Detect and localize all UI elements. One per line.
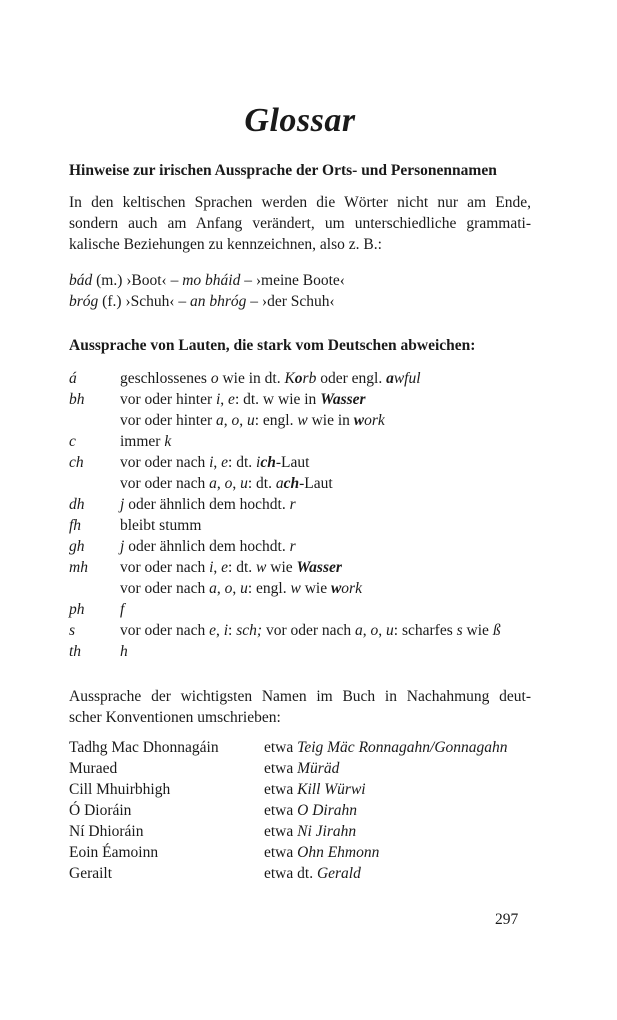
sound-text: : dt. bbox=[247, 475, 276, 492]
sound-text: , bbox=[213, 559, 222, 576]
name-pronunciation bbox=[264, 821, 531, 842]
sound-text: i bbox=[223, 622, 229, 639]
sound-text: u bbox=[240, 580, 248, 597]
pronunciation-prefix: etwa bbox=[264, 781, 298, 798]
sound-text: a bbox=[355, 622, 363, 639]
sound-description bbox=[120, 389, 531, 410]
irish-name: Eoin Éamoinn bbox=[69, 844, 159, 861]
name-pronunciation bbox=[264, 779, 531, 800]
sound-letter: th bbox=[69, 643, 82, 660]
example-form: an bhróg bbox=[189, 293, 247, 310]
sound-text: K bbox=[284, 370, 295, 387]
sound-text: vor oder nach bbox=[120, 475, 210, 492]
name-row bbox=[69, 800, 531, 821]
sound-text: r bbox=[289, 496, 296, 513]
sound-text: s bbox=[456, 622, 463, 639]
sound-text: oder ähnlich dem hochdt. bbox=[124, 496, 290, 513]
name-row bbox=[69, 863, 531, 884]
intro-line: kalische Beziehungen zu kennzeichnen, also z. B.: bbox=[69, 236, 382, 253]
sound-row bbox=[69, 494, 531, 515]
sound-text: -Laut bbox=[299, 475, 333, 492]
sound-text: wful bbox=[393, 370, 421, 387]
sound-row bbox=[69, 536, 531, 557]
name-row bbox=[69, 842, 531, 863]
pronunciation-prefix: etwa bbox=[264, 844, 298, 861]
sound-text: : scharfes bbox=[393, 622, 457, 639]
sound-text: , bbox=[232, 475, 241, 492]
sound-text: j bbox=[120, 496, 125, 513]
sound-description bbox=[120, 410, 531, 431]
sound-description bbox=[120, 515, 531, 536]
example-line bbox=[69, 270, 345, 291]
sound-text: Wasser bbox=[320, 391, 366, 408]
sound-text: a bbox=[209, 475, 217, 492]
sound-text: u bbox=[246, 412, 255, 429]
sound-letter bbox=[69, 410, 120, 431]
sound-row bbox=[69, 368, 531, 389]
sound-text: o bbox=[224, 580, 233, 597]
sound-text: wie bbox=[462, 622, 493, 639]
sound-description bbox=[120, 557, 531, 578]
sound-text: ork bbox=[364, 412, 385, 429]
sound-text: e bbox=[221, 454, 229, 471]
irish-name: Cill Mhuirbhigh bbox=[69, 781, 171, 798]
sound-text: vor oder nach bbox=[120, 454, 210, 471]
example-word: bróg bbox=[69, 293, 99, 310]
sound-text: a bbox=[275, 475, 284, 492]
sound-text: geschlossenes bbox=[120, 370, 211, 387]
pronunciation-prefix: etwa bbox=[264, 802, 298, 819]
sound-text: wie in dt. bbox=[218, 370, 285, 387]
sound-text: : engl. bbox=[247, 580, 291, 597]
pronunciation-text: O Dirahn bbox=[297, 802, 357, 819]
sound-letter: á bbox=[69, 370, 77, 387]
sound-description bbox=[120, 620, 531, 641]
sound-text: vor oder nach bbox=[120, 622, 210, 639]
sound-letter: gh bbox=[69, 538, 85, 555]
sound-text: , bbox=[223, 412, 232, 429]
sound-text: o bbox=[231, 412, 240, 429]
sound-text: wie bbox=[300, 580, 331, 597]
sound-text: e bbox=[209, 622, 216, 639]
example-meaning: – ›meine Boote‹ bbox=[240, 272, 345, 289]
sound-text: Wasser bbox=[296, 559, 342, 576]
pronunciation-text: Gerald bbox=[316, 865, 361, 882]
sound-text: ch bbox=[260, 454, 276, 471]
pronunciation-text: Ohn Ehmonn bbox=[297, 844, 380, 861]
sound-text: , bbox=[216, 475, 225, 492]
sound-letter: s bbox=[69, 622, 76, 639]
sound-letter: c bbox=[69, 433, 76, 450]
sound-text: w bbox=[256, 559, 267, 576]
sound-text: wie in bbox=[307, 412, 354, 429]
pronunciation-text: Ni Jirahn bbox=[297, 823, 357, 840]
example-gloss: (m.) ›Boot‹ – bbox=[92, 272, 183, 289]
sound-letter: dh bbox=[69, 496, 85, 513]
sound-text: : engl. bbox=[254, 412, 298, 429]
name-row bbox=[69, 821, 531, 842]
sound-text: j bbox=[120, 538, 125, 555]
sound-description bbox=[120, 494, 531, 515]
sound-text: u bbox=[240, 475, 248, 492]
sound-text: ork bbox=[341, 580, 362, 597]
sound-row bbox=[69, 578, 531, 599]
sound-description bbox=[120, 536, 531, 557]
sound-text: u bbox=[386, 622, 394, 639]
page-title: Glossar bbox=[244, 102, 356, 139]
sound-text: bleibt stumm bbox=[120, 517, 202, 534]
sound-text: vor oder nach bbox=[120, 559, 210, 576]
name-pronunciation bbox=[264, 800, 531, 821]
sound-text: , bbox=[213, 454, 222, 471]
sound-text: : bbox=[228, 622, 237, 639]
sound-text: w bbox=[297, 412, 308, 429]
intro-line: In den keltischen Sprachen werden die Wörter nicht nur am Ende, bbox=[69, 194, 531, 211]
sound-description bbox=[120, 368, 531, 389]
sound-letter: bh bbox=[69, 391, 85, 408]
irish-name: Ní Dhioráin bbox=[69, 823, 144, 840]
names-intro-line: Aussprache der wichtigsten Namen im Buch in Nachahmung deut- bbox=[69, 688, 531, 705]
sound-text: w bbox=[290, 580, 301, 597]
sound-text: w bbox=[353, 412, 365, 429]
sound-text: , bbox=[232, 580, 241, 597]
sound-row bbox=[69, 557, 531, 578]
intro-paragraph bbox=[69, 192, 531, 255]
sound-text: r bbox=[289, 538, 296, 555]
irish-name: Ó Dioráin bbox=[69, 802, 132, 819]
irish-name: Muraed bbox=[69, 760, 118, 777]
pronunciation-prefix: etwa bbox=[264, 823, 298, 840]
sound-row bbox=[69, 473, 531, 494]
sound-text: ch bbox=[283, 475, 300, 492]
sound-letter: ch bbox=[69, 454, 84, 471]
sound-text: i bbox=[209, 454, 214, 471]
sound-row bbox=[69, 515, 531, 536]
sound-text: o bbox=[224, 475, 233, 492]
sound-description bbox=[120, 599, 531, 620]
names-table bbox=[69, 737, 531, 884]
sound-text: k bbox=[164, 433, 172, 450]
sound-description bbox=[120, 452, 531, 473]
sound-text: sch; bbox=[236, 622, 263, 639]
sound-text: vor oder hinter bbox=[120, 412, 216, 429]
sound-letter: ph bbox=[69, 601, 85, 618]
sound-letter: mh bbox=[69, 559, 88, 576]
sound-text: , bbox=[362, 622, 371, 639]
example-word: bád bbox=[69, 272, 93, 289]
sound-text: h bbox=[120, 643, 128, 660]
sound-text: w bbox=[330, 580, 342, 597]
sound-text: , bbox=[215, 622, 224, 639]
example-line bbox=[69, 291, 345, 312]
names-intro-paragraph bbox=[69, 686, 531, 728]
section-heading-pronunciation-notes: Hinweise zur irischen Aussprache der Orts- und Personennamen bbox=[69, 162, 497, 179]
sound-row bbox=[69, 452, 531, 473]
sound-text: vor oder nach bbox=[120, 580, 210, 597]
sound-row bbox=[69, 620, 531, 641]
sound-text: vor oder nach bbox=[262, 622, 356, 639]
sound-letter bbox=[69, 473, 120, 494]
sound-row bbox=[69, 641, 531, 662]
pronunciation-text: Müräd bbox=[297, 760, 340, 777]
sound-description bbox=[120, 641, 531, 662]
sound-text: , bbox=[216, 580, 225, 597]
sound-text: : dt. bbox=[228, 559, 257, 576]
intro-line: sondern auch am Anfang verändert, um unterschiedliche grammati- bbox=[69, 215, 531, 232]
sound-text: oder ähnlich dem hochdt. bbox=[124, 538, 290, 555]
sound-description bbox=[120, 473, 531, 494]
sound-text: i bbox=[215, 391, 221, 408]
sound-text: o bbox=[210, 370, 219, 387]
sound-text: a bbox=[209, 580, 217, 597]
sound-row bbox=[69, 431, 531, 452]
sound-text: a bbox=[215, 412, 224, 429]
sound-text: wie bbox=[266, 559, 297, 576]
sound-letter bbox=[69, 578, 120, 599]
name-row bbox=[69, 737, 531, 758]
example-meaning: – ›der Schuh‹ bbox=[246, 293, 335, 310]
section-heading-sounds: Aussprache von Lauten, die stark vom Deutschen abweichen: bbox=[69, 337, 476, 354]
sound-description bbox=[120, 578, 531, 599]
sound-letter: fh bbox=[69, 517, 82, 534]
sound-text: a bbox=[386, 370, 394, 387]
page-number: 297 bbox=[495, 911, 519, 928]
sound-text: i bbox=[209, 559, 214, 576]
sound-text: o bbox=[294, 370, 303, 387]
sound-row bbox=[69, 599, 531, 620]
sound-description bbox=[120, 431, 531, 452]
sound-text: vor oder hinter bbox=[120, 391, 216, 408]
pronunciation-prefix: etwa dt. bbox=[264, 865, 317, 882]
irish-name: Tadhg Mac Dhonnagáin bbox=[69, 739, 219, 756]
sound-text: , bbox=[378, 622, 387, 639]
sound-text: o bbox=[370, 622, 379, 639]
sound-row bbox=[69, 389, 531, 410]
sound-text: e bbox=[221, 559, 229, 576]
sound-row bbox=[69, 410, 531, 431]
sound-text: : dt. bbox=[228, 454, 257, 471]
name-row bbox=[69, 779, 531, 800]
name-pronunciation bbox=[264, 737, 531, 758]
sound-text: , bbox=[239, 412, 247, 429]
name-pronunciation bbox=[264, 758, 531, 779]
name-row bbox=[69, 758, 531, 779]
example-form: mo bháid bbox=[182, 272, 241, 289]
sound-text: rb bbox=[302, 370, 317, 387]
name-pronunciation bbox=[264, 863, 531, 884]
sound-text: e bbox=[228, 391, 235, 408]
sound-text: f bbox=[120, 601, 125, 618]
sound-text: : dt. w wie in bbox=[234, 391, 321, 408]
example-list bbox=[69, 270, 345, 312]
example-gloss: (f.) ›Schuh‹ – bbox=[98, 293, 190, 310]
sound-text: immer bbox=[120, 433, 165, 450]
sound-text: , bbox=[220, 391, 229, 408]
pronunciation-text: Teig Mäc Ronnagahn/Gonnagahn bbox=[297, 739, 508, 756]
sounds-table bbox=[69, 368, 531, 662]
pronunciation-text: Kill Würwi bbox=[297, 781, 366, 798]
sound-text: oder engl. bbox=[316, 370, 387, 387]
pronunciation-prefix: etwa bbox=[264, 760, 298, 777]
sound-text: ß bbox=[492, 622, 501, 639]
names-intro-line: scher Konventionen umschrieben: bbox=[69, 709, 281, 726]
irish-name: Gerailt bbox=[69, 865, 113, 882]
sound-text: i bbox=[256, 454, 261, 471]
sound-text: -Laut bbox=[275, 454, 310, 471]
pronunciation-prefix: etwa bbox=[264, 739, 298, 756]
name-pronunciation bbox=[264, 842, 531, 863]
